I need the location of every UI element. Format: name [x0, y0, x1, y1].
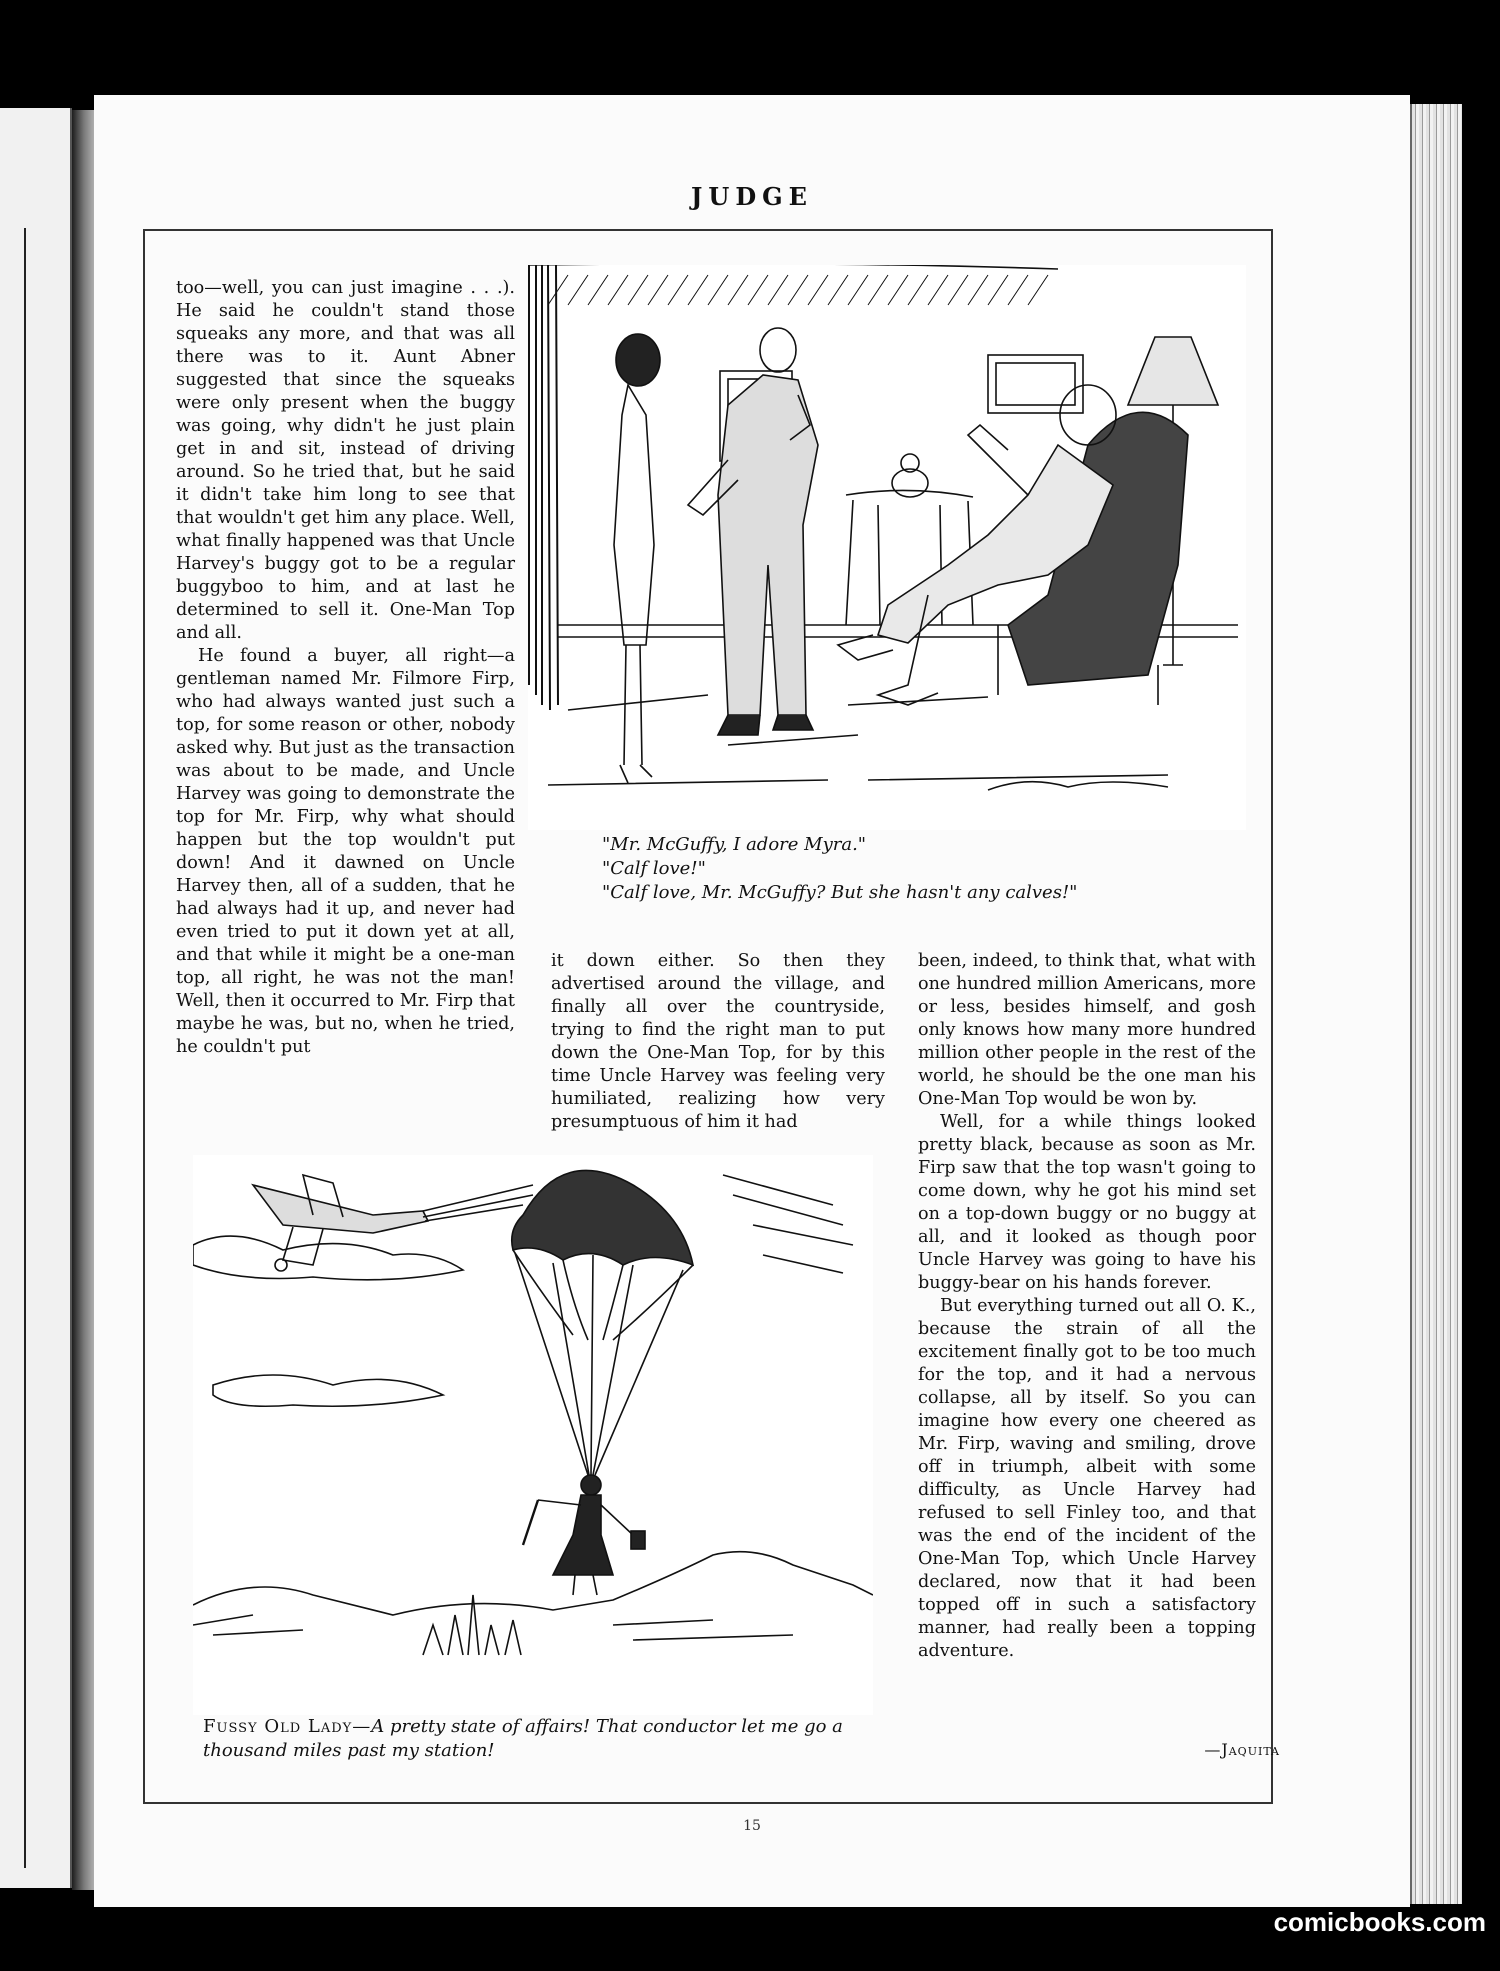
page-title: JUDGE [691, 182, 813, 211]
caption-line: "Calf love!" [602, 858, 706, 879]
cartoon-caption-1 [602, 833, 1222, 905]
caption-text: A pretty state of affairs! That conductor let me go a thousand miles past my station! [203, 1716, 843, 1761]
story-paragraph: been, indeed, to think that, what with one hundred million Americans, more or less, besides himself, and gosh only knows how many more hundred million other people in the rest of the world, he should be the one man his One-Man Top would be won by. [918, 951, 1256, 1109]
watermark-text: comicbooks.com [1273, 1907, 1486, 1937]
story-paragraph: But everything turned out all O. K., because the strain of all the excitement finally got to be too much for the top, and it had a nervous collapse, all by itself. So you can imagine how every one cheered as Mr. Firp, waving and smiling, drove off in triumph, albeit with some difficulty, as Uncle Harvey had refused to sell Finley too, and that was the end of the incident of the One-Man Top, which Uncle Harvey declared, now that it had been topped off in such a satisfactory manner, had really been a topping adventure. [918, 1296, 1256, 1661]
author-byline: —Jaquita [1204, 1740, 1280, 1759]
facing-page [0, 108, 72, 1888]
cartoon-living-room-drawing [528, 265, 1246, 830]
cartoon-living-room [528, 265, 1246, 830]
story-paragraph: it down either. So then they advertised around the village, and finally all over the countryside, trying to find the right man to put down the One-Man Top, for by this time Uncle Harvey was feeling very humiliated, realizing how very presumptuous of him it had [551, 951, 885, 1132]
facing-page-edge [0, 228, 26, 1868]
story-column-1 [176, 277, 515, 1059]
story-column-3 [918, 950, 1256, 1663]
page-stack-edge [1410, 104, 1462, 1904]
page-number: 15 [743, 1818, 761, 1834]
story-paragraph: too—well, you can just imagine . . .). He said he couldn't stand those squeaks any more, and that was all there was to it. Aunt Abner suggested that since the squeaks were only present when the buggy was going, why didn't he just plain get in and sit, instead of driving around. So he tried that, but he said it didn't take him long to see that that wouldn't get him any place. Well, what finally happened was that Uncle Harvey's buggy got to be a regular buggyboo to him, and at last he determined to sell it. One-Man Top and all. [176, 278, 515, 643]
book-gutter [72, 110, 96, 1890]
story-paragraph: He found a buyer, all right—a gentleman named Mr. Filmore Firp, who had always wanted just such a top, for some reason or other, nobody asked why. But just as the transaction was about to be made, and Uncle Harvey was going to demonstrate the top for Mr. Firp, why what should happen but the top wouldn't put down! And it dawned on Uncle Harvey then, all of a sudden, that he had always had it up, and never had even tried to put it down yet at all, and that while it might be a one-man top, all right, he was not the man! Well, then it occurred to Mr. Firp that maybe he was, but no, when he tried, he couldn't put [176, 646, 515, 1057]
cartoon-caption-2 [203, 1715, 863, 1763]
story-column-2 [551, 950, 885, 1134]
cartoon-parachute-drawing [193, 1155, 873, 1715]
cartoon-parachute [193, 1155, 873, 1715]
story-paragraph: Well, for a while things looked pretty black, because as soon as Mr. Firp saw that the top wasn't going to come down, why he got his mind set on a top-down buggy or no buggy at all, and it looked as though poor Uncle Harvey was going to have his buggy-bear on his hands forever. [918, 1112, 1256, 1293]
caption-line: "Calf love, Mr. McGuffy? But she hasn't any calves!" [602, 882, 1078, 903]
caption-line: "Mr. McGuffy, I adore Myra." [602, 834, 867, 855]
caption-speaker: Fussy Old Lady— [203, 1716, 372, 1737]
